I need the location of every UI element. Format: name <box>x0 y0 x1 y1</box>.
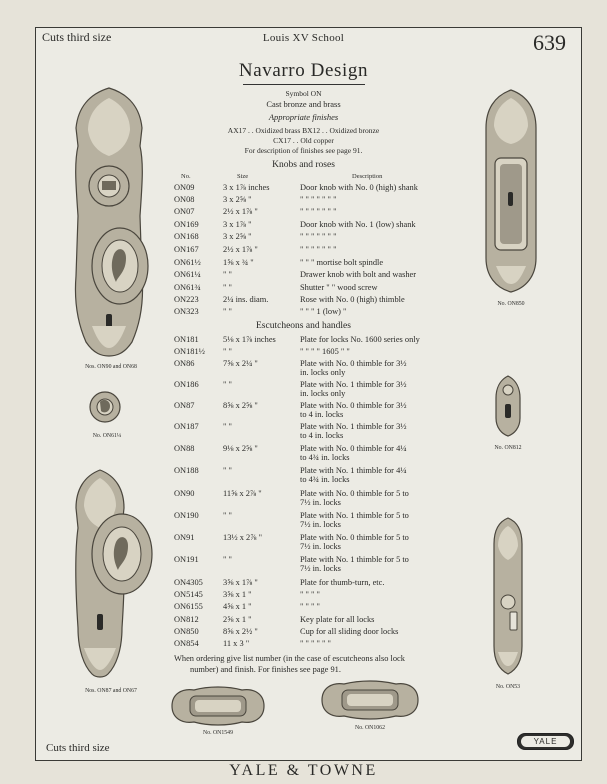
caption-key-plate: No. ON812 <box>494 445 522 451</box>
row-size: 13½ x 2⅞ " <box>223 533 263 542</box>
row-desc: Cup for all sliding door locks <box>300 627 399 636</box>
row-size: 3 x 2⅝ " <box>223 195 252 204</box>
row-no: ON188 <box>174 466 199 475</box>
row-size: " " <box>223 422 232 431</box>
col-header-description: Description <box>352 173 383 180</box>
row-desc: Plate with No. 1 thimble for 4¼ <box>300 466 407 475</box>
row-size: 11⅝ x 2⅞ " <box>223 489 262 498</box>
row-no: ON90 <box>174 489 195 498</box>
row-no: ON181½ <box>174 347 205 356</box>
row-desc: Plate for thumb-turn, etc. <box>300 578 385 587</box>
yale-badge-label: YALE <box>521 736 570 747</box>
finishes-line-2: CX17 . . Old copper <box>273 136 334 145</box>
row-size: 3 x 2⅝ " <box>223 232 252 241</box>
row-no: ON61½ <box>174 258 201 267</box>
row-desc: " " " mortise bolt spindle <box>300 258 384 267</box>
page-number: 639 <box>533 30 566 55</box>
row-desc: Key plate for all locks <box>300 615 375 624</box>
row-size: " " <box>223 270 232 279</box>
caption-bottom-right: No. ON53 <box>495 684 521 690</box>
caption-top-left: Nos. ON90 and ON68 <box>85 364 137 370</box>
row-size: " " <box>223 555 232 564</box>
row-desc: Plate with No. 0 thimble for 4¼ <box>300 444 407 453</box>
row-size: 3 x 1⅞ " <box>223 220 252 229</box>
row-desc: " " " " " " " <box>300 245 337 254</box>
brand-footer: YALE & TOWNE <box>229 762 378 779</box>
row-desc: Plate with No. 1 thimble for 5 to <box>300 555 409 564</box>
footer-cut-size: Cuts third size <box>46 742 110 754</box>
row-desc-cont: in. locks only <box>300 368 346 377</box>
row-size: 3⅝ x 1⅞ " <box>223 578 258 587</box>
row-desc: " " " " 1605 " " <box>300 347 350 356</box>
row-no: ON61¾ <box>174 283 201 292</box>
row-desc-cont: 7½ in. locks <box>300 498 341 507</box>
row-no: ON167 <box>174 245 199 254</box>
row-desc-cont: to 4 in. locks <box>300 410 344 419</box>
row-size: 3⅝ x 1 " <box>223 590 252 599</box>
row-desc: " " " " " " " <box>300 232 337 241</box>
row-no: ON186 <box>174 380 199 389</box>
row-desc: Plate with No. 1 thimble for 5 to <box>300 511 409 520</box>
row-size: 8⅝ x 2½ " <box>223 627 258 636</box>
row-no: ON181 <box>174 335 199 344</box>
row-no: ON07 <box>174 207 195 216</box>
row-size: 3 x 1⅞ inches <box>223 183 270 192</box>
row-no: ON223 <box>174 295 199 304</box>
row-no: ON169 <box>174 220 199 229</box>
row-desc: Rose with No. 0 (high) thimble <box>300 295 405 304</box>
row-size: " " <box>223 307 232 316</box>
row-size: 7⅝ x 2¼ " <box>223 359 258 368</box>
row-desc: Door knob with No. 0 (high) shank <box>300 183 418 192</box>
row-no: ON61¼ <box>174 270 201 279</box>
finishes-note: For description of finishes see page 91. <box>244 146 363 155</box>
row-desc: Plate with No. 1 thimble for 3½ <box>300 422 407 431</box>
header-school: Louis XV School <box>262 32 345 44</box>
row-desc-cont: in. locks only <box>300 389 346 398</box>
title-underline <box>243 84 365 85</box>
caption-small-knob: No. ON61¼ <box>92 433 122 439</box>
door-plate-illustration <box>64 86 154 358</box>
row-no: ON4305 <box>174 578 203 587</box>
thumb-turn-plate-illustration <box>490 516 526 676</box>
row-desc: Plate with No. 0 thimble for 3½ <box>300 401 407 410</box>
col-header-size: Size <box>237 173 249 180</box>
caption-mid-left: Nos. ON87 and ON67 <box>85 688 137 694</box>
row-no: ON08 <box>174 195 195 204</box>
col-header-no: No. <box>181 173 191 180</box>
symbol-line: Symbol ON <box>285 89 322 98</box>
design-title: Navarro Design <box>238 60 369 81</box>
row-no: ON191 <box>174 555 199 564</box>
row-size: 8⅝ x 2⅝ " <box>223 401 258 410</box>
row-desc: " " " " " " " <box>300 207 337 216</box>
row-desc-cont: 7½ in. locks <box>300 520 341 529</box>
sliding-door-cup-illustration <box>478 88 544 294</box>
row-no: ON09 <box>174 183 195 192</box>
row-size: 2⅝ x 1 " <box>223 615 252 624</box>
row-no: ON86 <box>174 359 195 368</box>
row-desc: " " " " " " <box>300 639 331 648</box>
row-size: " " <box>223 380 232 389</box>
row-size: 5⅛ x 1⅞ inches <box>223 335 276 344</box>
row-desc-cont: 7½ in. locks <box>300 564 341 573</box>
row-desc-cont: to 4 in. locks <box>300 431 344 440</box>
row-desc: Drawer knob with bolt and washer <box>300 270 417 279</box>
row-size: " " <box>223 511 232 520</box>
small-knob-illustration <box>88 390 122 424</box>
knobs-heading: Knobs and roses <box>272 160 335 170</box>
row-no: ON812 <box>174 615 199 624</box>
row-desc: " " " " " " " <box>300 195 337 204</box>
flush-handle-left-illustration <box>168 684 268 728</box>
caption-handle-right: No. ON1062 <box>355 725 385 731</box>
row-size: 4⅝ x 1 " <box>223 602 252 611</box>
row-no: ON190 <box>174 511 199 520</box>
row-size: 11 x 3 " <box>223 639 250 648</box>
row-no: ON87 <box>174 401 195 410</box>
finishes-heading: Appropriate finishes <box>268 112 339 122</box>
key-plate-illustration <box>494 374 522 438</box>
row-desc: Plate with No. 0 thimble for 3½ <box>300 359 407 368</box>
order-note-line-1: When ordering give list number (in the case of escutcheons also lock <box>174 654 405 663</box>
row-size: " " <box>223 466 232 475</box>
flush-handle-right-illustration <box>318 678 422 722</box>
row-desc: " " " " <box>300 590 320 599</box>
yale-badge <box>517 733 574 750</box>
row-no: ON168 <box>174 232 199 241</box>
row-desc: " " " 1 (low) " <box>300 307 347 316</box>
row-size: 1⅝ x ¾ " <box>223 258 254 267</box>
row-size: " " <box>223 283 232 292</box>
row-desc: " " " " <box>300 602 320 611</box>
header-cut-size: Cuts third size <box>42 30 112 44</box>
order-note-line-2: number) and finish. For finishes see page 91. <box>190 665 341 674</box>
row-no: ON91 <box>174 533 195 542</box>
row-no: ON6155 <box>174 602 203 611</box>
row-desc-cont: to 4¾ in. locks <box>300 475 350 484</box>
row-desc: Plate with No. 0 thimble for 5 to <box>300 533 409 542</box>
row-size: 2½ x 1⅞ " <box>223 245 258 254</box>
material-line: Cast bronze and brass <box>266 99 341 109</box>
row-no: ON187 <box>174 422 199 431</box>
row-no: ON88 <box>174 444 195 453</box>
row-desc: Plate for locks No. 1600 series only <box>300 335 420 344</box>
caption-handle-left: No. ON1549 <box>203 730 233 736</box>
escutcheons-heading: Escutcheons and handles <box>256 321 351 331</box>
row-desc: Plate with No. 0 thimble for 5 to <box>300 489 409 498</box>
row-size: 9⅛ x 2⅝ " <box>223 444 258 453</box>
row-no: ON5145 <box>174 590 203 599</box>
row-size: 2½ x 1⅞ " <box>223 207 258 216</box>
row-desc: Door knob with No. 1 (low) shank <box>300 220 416 229</box>
finishes-line-1: AX17 . . Oxidized brass BX12 . . Oxidized bronze <box>227 126 380 135</box>
row-no: ON323 <box>174 307 199 316</box>
row-desc-cont: 7½ in. locks <box>300 542 341 551</box>
row-no: ON850 <box>174 627 199 636</box>
row-size: 2¼ ins. diam. <box>223 295 269 304</box>
row-size: " " <box>223 347 232 356</box>
row-desc: Shutter " " wood screw <box>300 283 378 292</box>
escutcheon-knob-illustration <box>62 468 158 680</box>
row-no: ON854 <box>174 639 199 648</box>
caption-top-right: No. ON850 <box>497 301 525 307</box>
row-desc: Plate with No. 1 thimble for 3½ <box>300 380 407 389</box>
row-desc-cont: to 4¾ in. locks <box>300 453 350 462</box>
